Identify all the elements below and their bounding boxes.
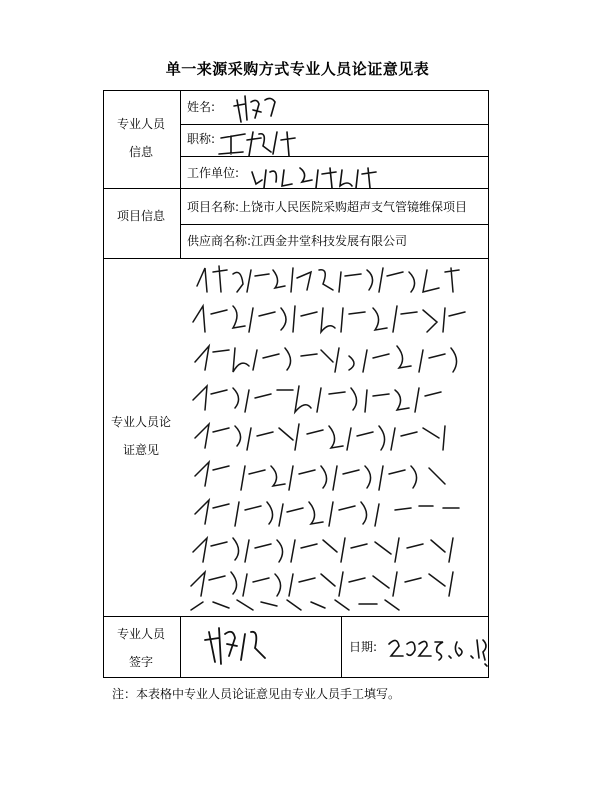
section-divider [103, 616, 489, 617]
category-personnel-info: 专业人员 信息 [116, 117, 165, 159]
form-title: 单一来源采购方式专业人员论证意见表 [165, 60, 430, 78]
column-divider [341, 616, 342, 678]
category-opinion: 专业人员论 证意见 [110, 415, 171, 457]
date-label: 日期: [349, 640, 378, 654]
row-divider [180, 224, 489, 225]
project-name-value: 上饶市人民医院采购超声支气管镜维保项目 [239, 200, 468, 214]
table-border-bottom [103, 677, 489, 678]
category-project-info: 项目信息 [116, 209, 165, 223]
unit-label: 工作单位: [187, 166, 240, 180]
footnote: 注：本表格中专业人员论证意见由专业人员手工填写。 [112, 687, 401, 701]
column-divider [180, 90, 181, 258]
supplier-label: 供应商名称:江西金井堂科技发展有限公司 [187, 234, 408, 248]
date-handwriting [385, 626, 487, 670]
category-signature: 专业人员 签字 [116, 627, 165, 669]
table-border-right [488, 90, 489, 678]
opinion-form [103, 90, 489, 678]
signature-handwriting [201, 622, 281, 672]
title-label: 职称: [187, 132, 216, 146]
row-divider [180, 124, 489, 125]
title-handwriting [215, 126, 325, 160]
section-divider [103, 258, 489, 259]
project-name-label: 项目名称:上饶市人民医院采购超声支气管镜维保项目 [187, 200, 468, 214]
table-border-top [103, 90, 489, 91]
unit-handwriting [248, 160, 398, 194]
supplier-value: 江西金井堂科技发展有限公司 [251, 234, 408, 248]
table-border-left [103, 90, 104, 678]
column-divider [180, 616, 181, 678]
name-handwriting [231, 92, 291, 126]
opinion-handwriting [183, 262, 485, 614]
name-label: 姓名: [187, 100, 216, 114]
